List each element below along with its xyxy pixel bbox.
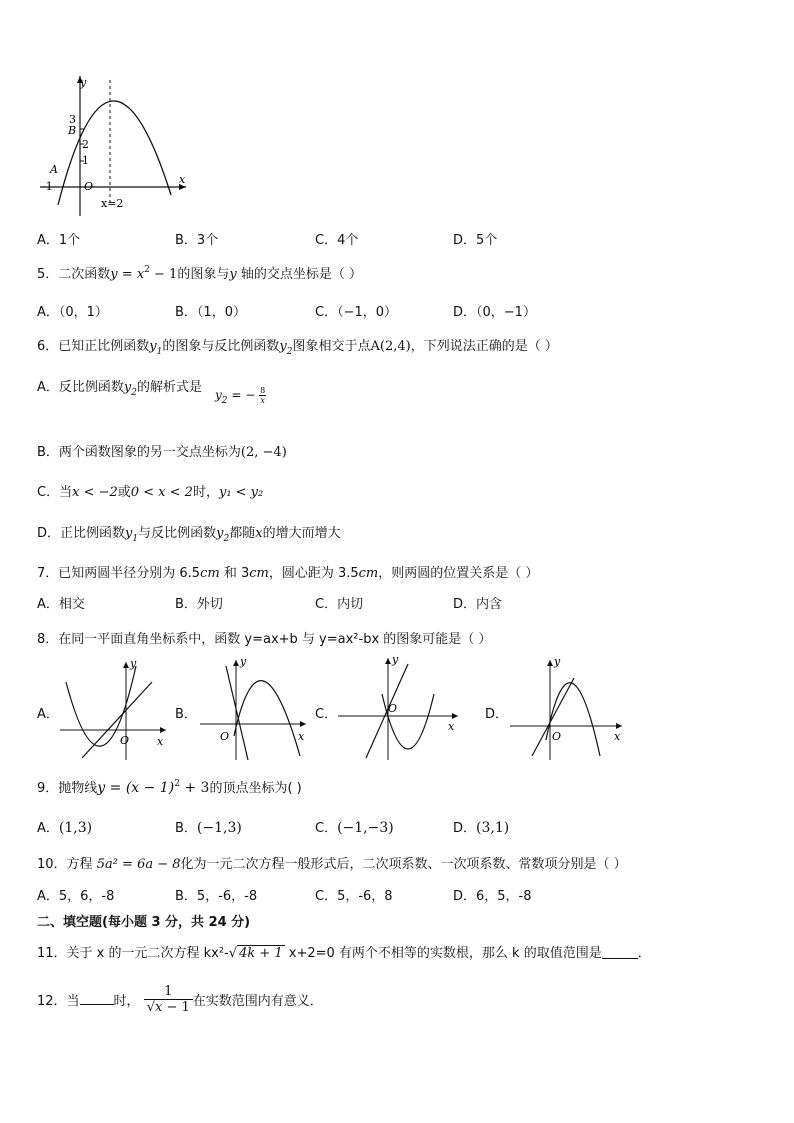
q8-option-c-label: C． (315, 707, 338, 722)
q11-stem: 11．关于 x 的一元二次方程 kx²-√ 4k + 1 x+2=0 有两个不相等的实数根，那么 k 的取值范围是 ． (37, 946, 651, 961)
q5-option-c: C．（−1，0） (315, 305, 398, 320)
q4-option-c: C．4个 (315, 233, 359, 248)
svg-text:x: x (157, 735, 164, 748)
point-b-label: B (68, 124, 77, 137)
q10-option-b: B．5，-6，-8 (175, 889, 258, 904)
svg-text:O: O (120, 734, 130, 747)
q10-option-a: A．5，6，-8 (37, 889, 115, 904)
q8-option-b-label: B． (175, 707, 197, 722)
q5-option-b: B．（1，0） (175, 305, 246, 320)
svg-text:x: x (298, 730, 305, 743)
point-a-label: A (50, 163, 58, 176)
q10-option-c: C．5，-6，8 (315, 889, 393, 904)
q6-option-b: B．两个函数图象的另一交点坐标为(2, −4) (37, 445, 287, 460)
q8-option-a-label: A． (37, 707, 59, 722)
svg-text:y: y (392, 654, 399, 666)
q4-option-b: B．3个 (175, 233, 219, 248)
top-parabola-graph (36, 70, 196, 220)
q10-option-d: D．6，5，-8 (453, 889, 532, 904)
svg-text:y: y (240, 656, 247, 668)
q10-stem: 10．方程 5a² = 6a − 8化为一元二次方程一般形式后，二次项系数、一次项系数、常数项分别是（ ） (37, 857, 627, 872)
tick-2: 2 (82, 138, 89, 151)
q9-option-b: B．(−1,3) (175, 820, 242, 836)
svg-text:y: y (554, 656, 561, 668)
svg-text:O: O (220, 730, 230, 743)
q6-option-d: D．正比例函数$y_1$与反比例函数$y_2$都随x的增大而增大 (37, 526, 341, 544)
x-axis-label: x (179, 173, 186, 186)
svg-text:O: O (552, 730, 562, 743)
q8-graph-d (508, 656, 626, 762)
q7-option-c: C．内切 (315, 597, 364, 612)
q12-stem: 12．当 时， $\frac{1}{√x - 1}$ 在实数范围内有意义． (37, 984, 323, 1015)
q7-option-a: A．相交 (37, 597, 85, 612)
q6-option-a: A．反比例函数$y_2$的解析式是 (37, 380, 203, 398)
q6-option-a-formula: $y_2$ = − $\frac{8}{x}$ (215, 386, 266, 406)
q8-graph-c (336, 654, 462, 762)
q4-option-a: A．1个 (37, 233, 81, 248)
vline-label: x=2 (101, 197, 124, 210)
q8-graph-b (198, 656, 310, 762)
q6-option-c: C．当x < −2或0 < x < 2时，y₁ < y₂ (37, 485, 264, 500)
tick-3: 3 (69, 113, 76, 126)
q9-stem: 9．抛物线$y = (x - 1)^2 + 3$的顶点坐标为( ) (37, 779, 302, 796)
q8-graph-a (58, 658, 170, 762)
q8-option-d-label: D． (485, 707, 509, 722)
y-axis-label: y (80, 76, 87, 89)
q9-option-a: A．(1,3) (37, 820, 93, 836)
q5-option-a: A．（0，1） (37, 305, 108, 320)
q8-stem: 8．在同一平面直角坐标系中，函数 y=ax+b 与 y=ax²-bx 的图象可能是（ ） (37, 632, 492, 647)
q7-option-b: B．外切 (175, 597, 223, 612)
q9-option-d: D．(3,1) (453, 820, 510, 836)
svg-text:O: O (388, 702, 398, 715)
q12-answer-blank[interactable] (80, 992, 114, 1005)
q9-option-c: C．(−1,−3) (315, 820, 394, 836)
q6-stem: 6．已知正比例函数$y_1$的图象与反比例函数$y_2$图象相交于点A(2,4)，下列说法正确的是（ ） (37, 339, 558, 357)
tick-1: 1 (82, 154, 89, 167)
tick-neg1: -1 (42, 180, 53, 193)
q5-stem: 5．二次函数$y = x^2 - 1$的图象与y 轴的交点坐标是（ ） (37, 265, 362, 282)
origin-label: O (84, 180, 94, 193)
q12-fraction: $\frac{1}{√x - 1}$ (144, 984, 193, 1015)
svg-text:y: y (130, 658, 137, 670)
section-2-heading: 二、填空题(每小题 3 分，共 24 分) (37, 915, 251, 930)
q7-option-d: D．内含 (453, 597, 503, 612)
q7-stem: 7．已知两圆半径分别为 6.5cm 和 3cm，圆心距为 3.5cm，则两圆的位置关系是（ ） (37, 566, 539, 581)
q4-option-d: D．5个 (453, 233, 498, 248)
svg-text:x: x (448, 720, 455, 733)
q5-option-d: D．（0，−1） (453, 305, 536, 320)
svg-text:x: x (614, 730, 621, 743)
q11-answer-blank[interactable] (602, 946, 638, 959)
